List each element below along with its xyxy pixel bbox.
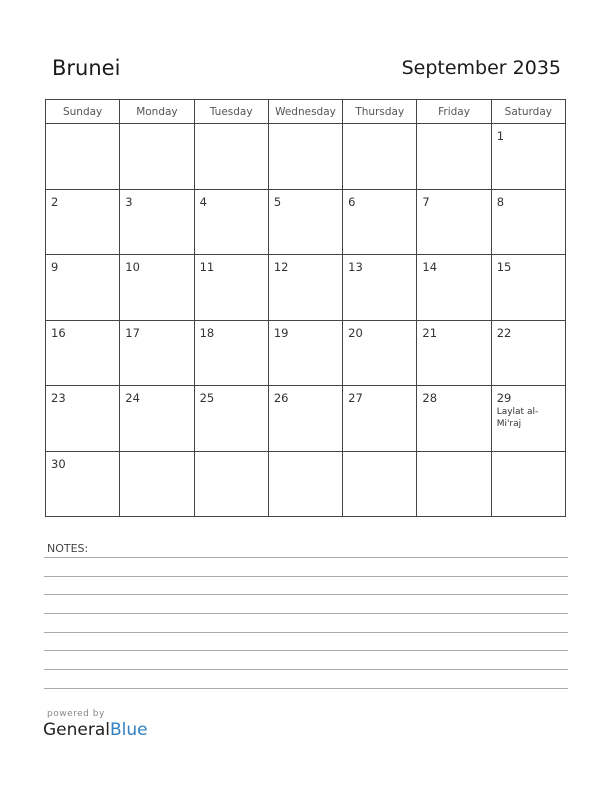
day-cell (120, 189, 194, 255)
weekday-header: Friday (417, 100, 491, 124)
day-cell (120, 320, 194, 386)
day-cell (46, 451, 120, 517)
day-cell (491, 255, 565, 321)
calendar-grid (45, 99, 566, 517)
weekday-header-row (46, 100, 566, 124)
day-cell (343, 189, 417, 255)
day-cell (268, 189, 342, 255)
day-cell (46, 255, 120, 321)
weekday-header: Thursday (343, 100, 417, 124)
day-number: 26 (273, 391, 289, 405)
week-row (46, 386, 566, 452)
week-row (46, 189, 566, 255)
day-number: 29 (496, 391, 512, 405)
weekday-header: Monday (120, 100, 194, 124)
note-line (44, 594, 568, 595)
month-year-title: September 2035 (401, 57, 561, 79)
day-cell (343, 320, 417, 386)
brand-blue: Blue (110, 720, 148, 740)
day-number: 18 (199, 325, 215, 340)
day-number: 16 (51, 325, 66, 340)
day-cell (268, 255, 342, 321)
note-line (44, 632, 568, 633)
day-cell (46, 386, 120, 452)
empty-day-cell (343, 124, 417, 190)
day-cell (46, 189, 120, 255)
weekday-header: Saturday (491, 100, 565, 124)
day-cell (417, 386, 491, 452)
day-cell (343, 255, 417, 321)
day-number: 13 (348, 260, 363, 274)
day-number: 4 (199, 194, 207, 209)
empty-day-cell (194, 451, 268, 517)
empty-day-cell (491, 451, 565, 517)
day-cell (120, 255, 194, 321)
day-number: 30 (51, 456, 66, 471)
note-line (44, 576, 568, 577)
week-row (46, 255, 566, 321)
note-line (44, 669, 568, 670)
brand-logo (43, 720, 148, 740)
day-cell (268, 320, 342, 386)
empty-day-cell (417, 124, 491, 190)
day-cell (491, 124, 565, 190)
day-cell (417, 320, 491, 386)
day-cell (343, 386, 417, 452)
day-cell (417, 189, 491, 255)
day-number: 27 (348, 391, 363, 405)
note-line (44, 613, 568, 614)
day-cell (268, 386, 342, 452)
notes-label: NOTES: (47, 542, 89, 555)
empty-day-cell (343, 451, 417, 517)
day-cell (120, 386, 194, 452)
day-number: 25 (199, 391, 215, 405)
day-cell (491, 189, 565, 255)
day-cell (194, 255, 268, 321)
day-number: 19 (273, 325, 289, 340)
day-number: 10 (125, 260, 140, 274)
day-number: 22 (496, 325, 512, 340)
day-number: 23 (51, 391, 66, 405)
brand-general: General (43, 720, 110, 740)
day-number: 12 (273, 260, 289, 274)
empty-day-cell (120, 451, 194, 517)
day-number: 5 (273, 194, 282, 209)
day-number: 14 (422, 260, 438, 274)
day-number: 21 (422, 325, 438, 340)
day-number: 17 (125, 325, 140, 340)
weekday-header: Tuesday (194, 100, 268, 124)
day-number: 3 (125, 194, 133, 209)
empty-day-cell (268, 451, 342, 517)
day-number: 9 (51, 260, 59, 274)
day-number: 7 (422, 194, 430, 209)
note-line (44, 688, 568, 689)
day-number: 6 (348, 194, 356, 209)
week-row (46, 320, 566, 386)
empty-day-cell (268, 124, 342, 190)
holiday-label: Laylat al-Mi'raj (496, 407, 539, 429)
weekday-header: Sunday (46, 100, 120, 124)
day-number: 1 (496, 129, 505, 143)
empty-day-cell (417, 451, 491, 517)
day-number: 15 (496, 260, 512, 274)
day-cell (491, 320, 565, 386)
empty-day-cell (120, 124, 194, 190)
day-number: 28 (422, 391, 438, 405)
empty-day-cell (194, 124, 268, 190)
note-line (44, 557, 568, 558)
day-number: 8 (496, 194, 505, 209)
day-number: 24 (125, 391, 140, 405)
country-title: Brunei (52, 56, 121, 80)
day-cell (194, 189, 268, 255)
note-line (44, 650, 568, 651)
day-number: 11 (199, 260, 215, 274)
day-cell (46, 320, 120, 386)
week-row (46, 124, 566, 190)
day-cell (491, 386, 565, 452)
powered-by-text: powered by (47, 709, 105, 719)
weekday-header: Wednesday (268, 100, 342, 124)
day-cell (194, 386, 268, 452)
empty-day-cell (46, 124, 120, 190)
day-number: 20 (348, 325, 363, 340)
day-number: 2 (51, 194, 59, 209)
week-row (46, 451, 566, 517)
day-cell (194, 320, 268, 386)
day-cell (417, 255, 491, 321)
